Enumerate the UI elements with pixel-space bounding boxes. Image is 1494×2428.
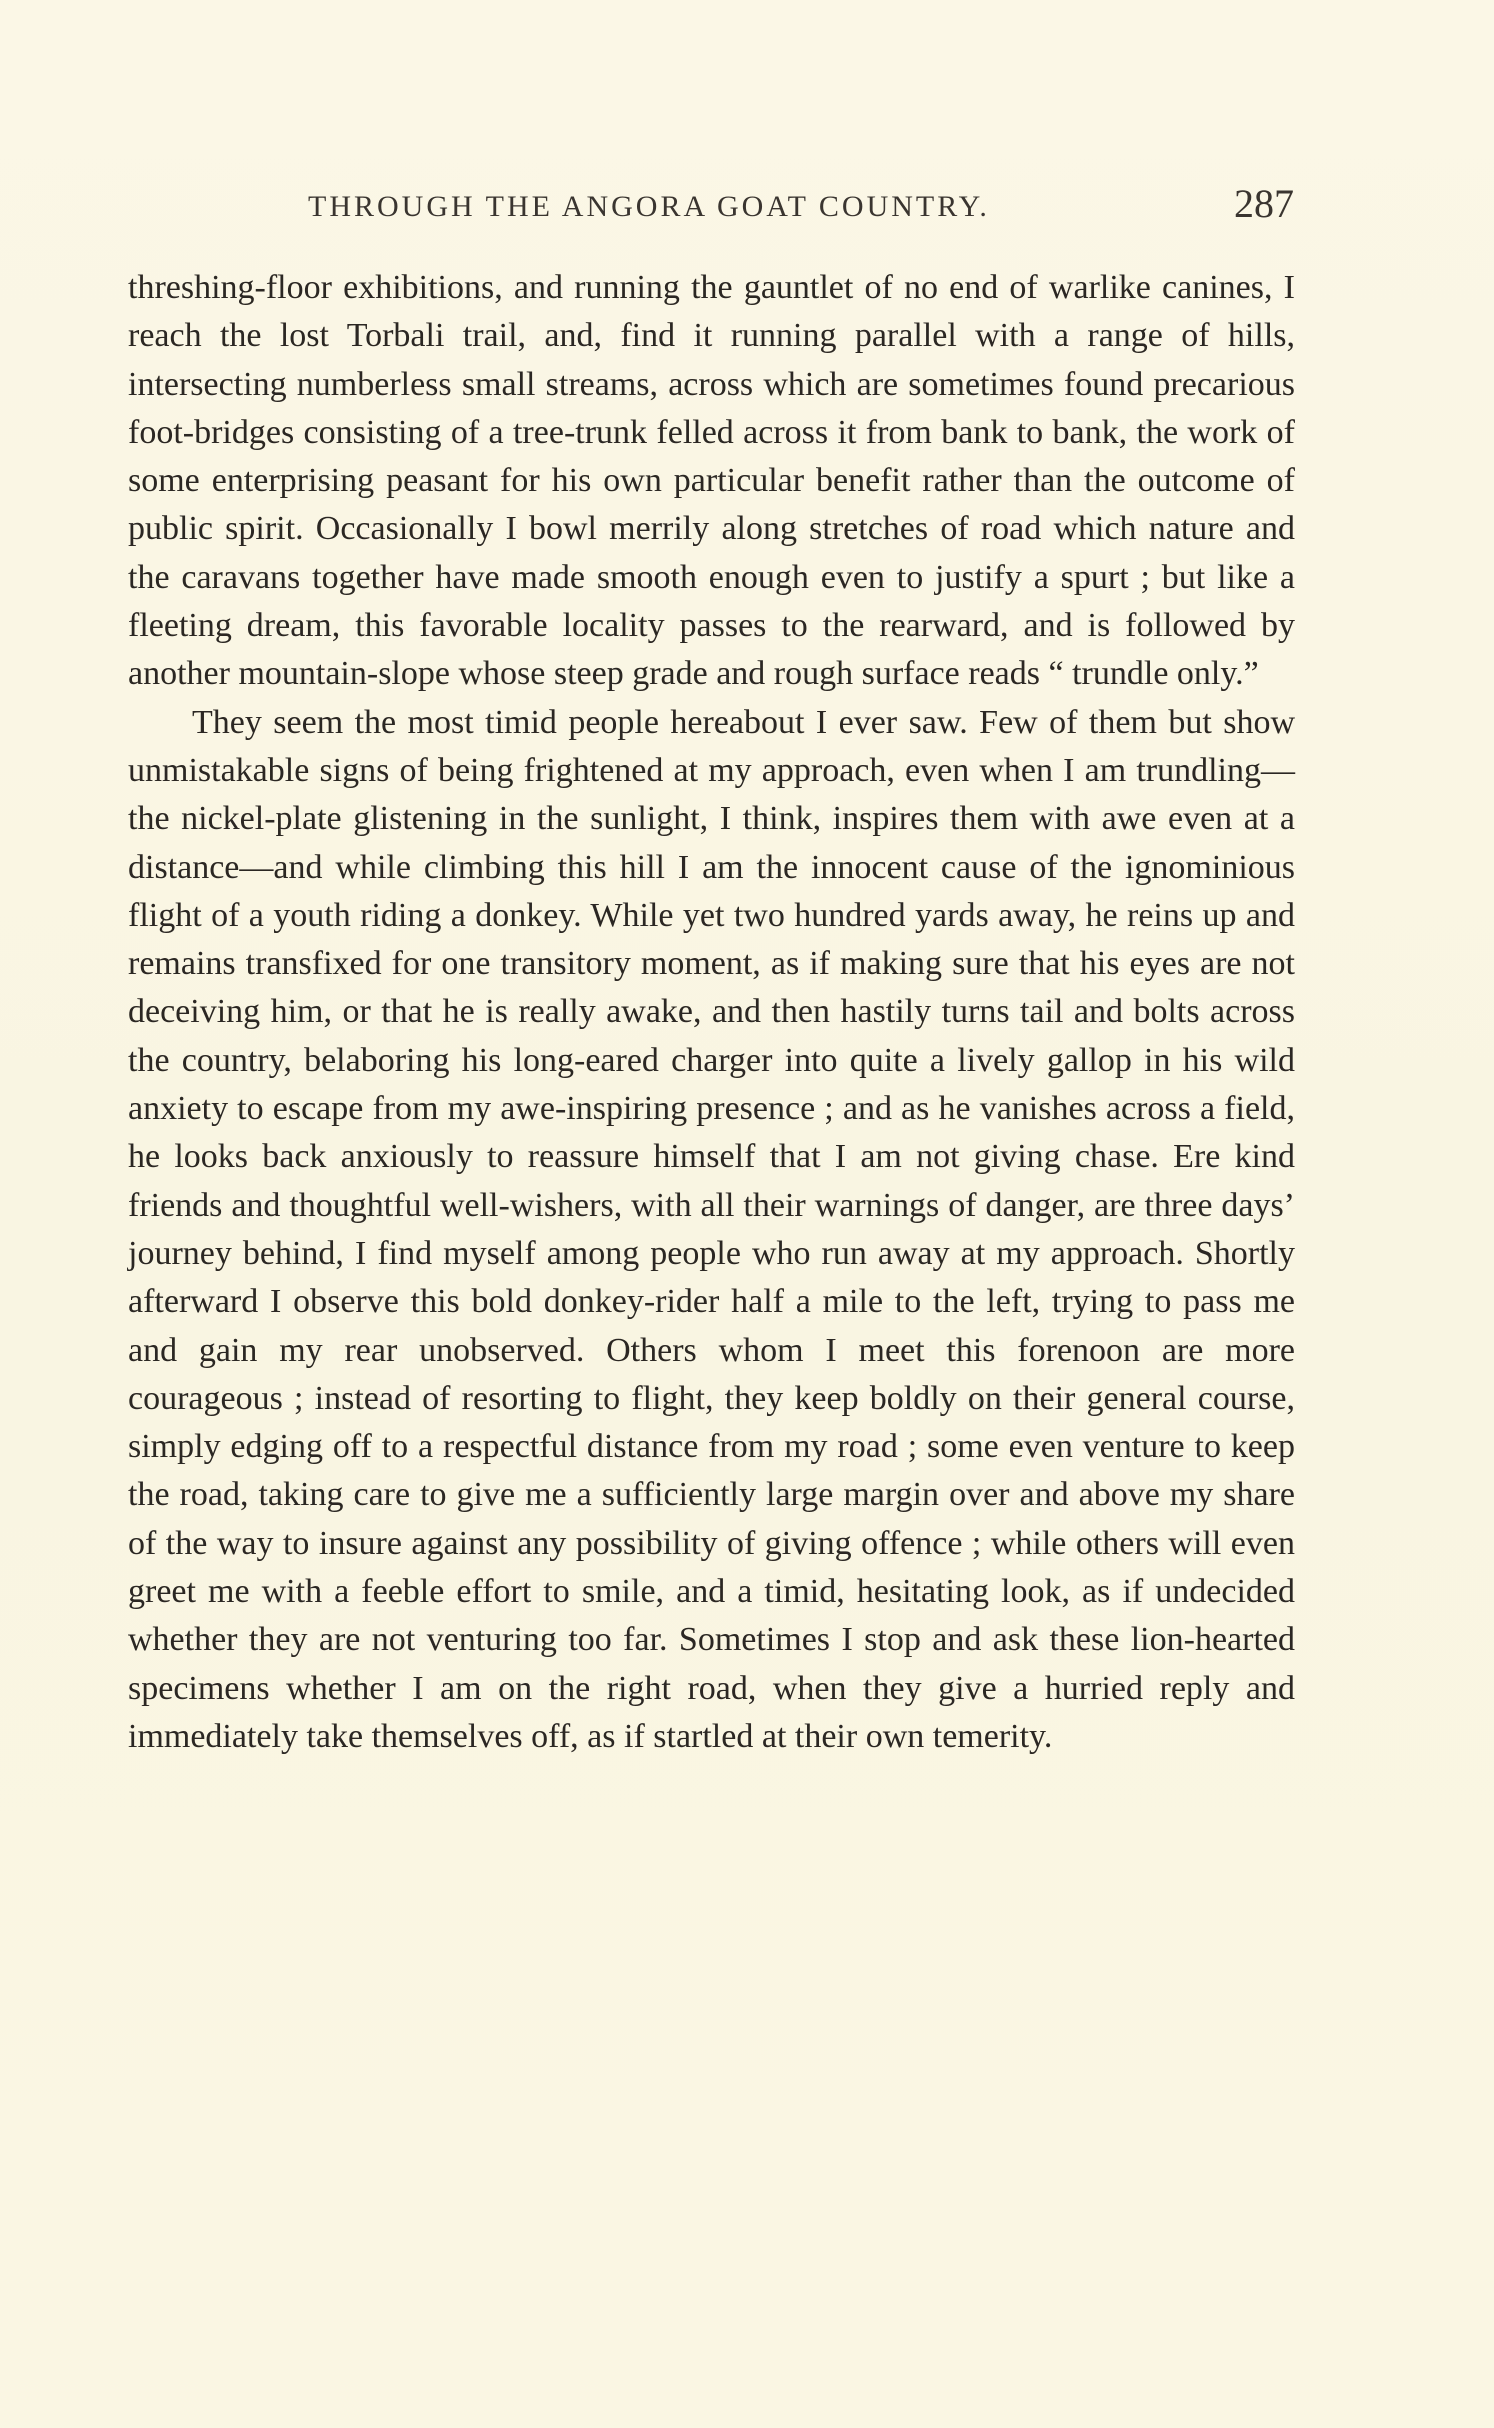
page-number: 287 [1234, 181, 1294, 226]
running-head: THROUGH THE ANGORA GOAT COUNTRY. [308, 190, 990, 223]
paragraph-continued: threshing-floor exhibitions, and running the gauntlet of no end of warlike canines, I reach the lost Torbali trail, and, find it running parallel with a range of hills, intersecting numberless small streams, across which are sometimes found precarious foot-bridges consisting of a tree-trunk felled across it from bank to bank, the work of some enterprising peasant for his own particular benefit rather than the outcome of public spirit. Occasionally I bowl merrily along stretches of road which nature and the caravans together have made smooth enough even to justify a spurt ; but like a fleeting dream, this favorable locality passes to the rearward, and is followed by another mountain-slope whose steep grade and rough surface reads “ trundle only.” [128, 269, 1295, 693]
body-text [128, 264, 1295, 1761]
paragraph-timid-people: They seem the most timid people hereabout I ever saw. Few of them but show unmistakable signs of being frightened at my approach, even when I am trundling—the nickel-plate glistening in the sunlight, I think, inspires them with awe even at a distance—and while climbing this hill I am the innocent cause of the ignominious flight of a youth riding a donkey. While yet two hundred yards away, he reins up and remains transfixed for one transitory moment, as if making sure that his eyes are not deceiving him, or that he is really awake, and then hastily turns tail and bolts across the country, belaboring his long-eared charger into quite a lively gallop in his wild anxiety to escape from my awe-inspiring presence ; and as he vanishes across a field, he looks back anxiously to reassure himself that I am not giving chase. Ere kind friends and thoughtful well-wishers, with all their warnings of danger, are three days’ journey behind, I find myself among people who run away at my approach. Shortly afterward I observe this bold donkey-rider half a mile to the left, trying to pass me and gain my rear unobserved. Others whom I meet this forenoon are more courageous ; instead of resorting to flight, they keep boldly on their general course, simply edging off to a respectful distance from my road ; some even venture to keep the road, taking care to give me a sufficiently large margin over and above my share of the way to insure against any possibility of giving offence ; while others will even greet me with a feeble effort to smile, and a timid, hesitating look, as if undecided whether they are not venturing too far. Sometimes I stop and ask these lion-hearted specimens whether I am on the right road, when they give a hurried reply and immediately take themselves off, as if startled at their own temerity. [128, 703, 1295, 1755]
page-header [130, 180, 1294, 240]
